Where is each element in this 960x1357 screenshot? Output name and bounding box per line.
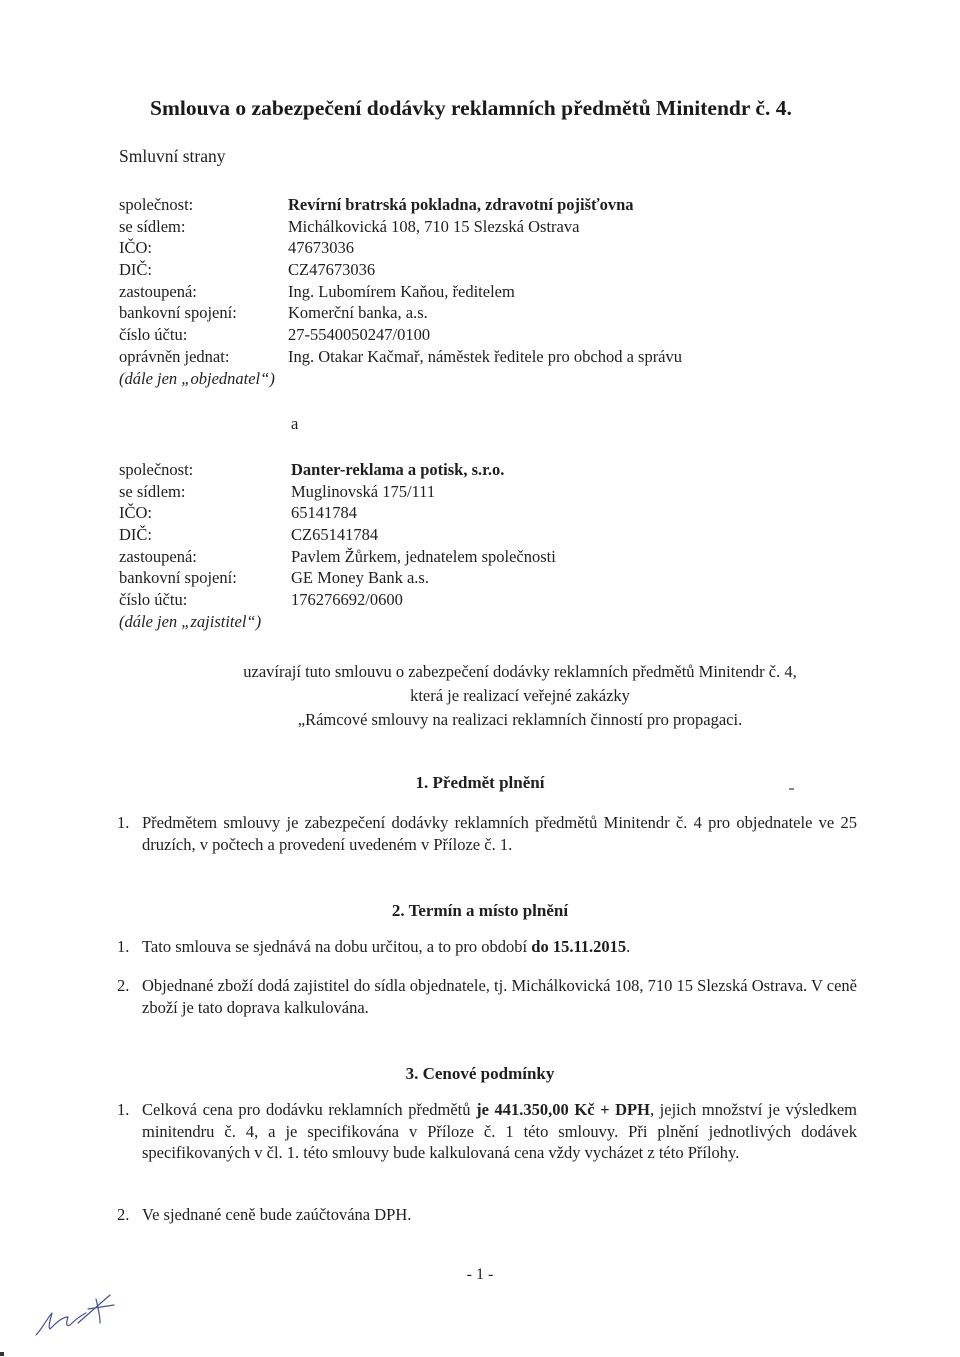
seat-label: se sídlem: — [119, 216, 186, 236]
page-number: - 1 - — [466, 1266, 494, 1283]
clause-number: 2. — [117, 976, 130, 995]
dic-value: CZ65141784 — [291, 525, 379, 545]
account-label: číslo účtu: — [119, 325, 188, 345]
bank-value: GE Money Bank a.s. — [291, 568, 429, 588]
party-a-ico-row — [119, 237, 839, 259]
party-b-company-row — [119, 459, 839, 481]
party-a-block — [119, 194, 839, 389]
clause-text-start: Celková cena pro dodávku reklamních předmětů — [142, 1100, 477, 1119]
clause-text — [142, 1099, 857, 1164]
authorized-value: Ing. Otakar Kačmař, náměstek ředitele pro obchod a správu — [288, 346, 683, 366]
account-value: 176276692/0600 — [291, 590, 403, 610]
party-a-representative-row — [119, 281, 839, 303]
clause-text: Předmětem smlouvy je zabezpečení dodávky reklamních předmětů Minitendr č. 4 pro objednatele ve 25 druzích, v počtech a provedení uvedeném v Příloze č. 1. — [142, 813, 857, 854]
ico-label: IČO: — [119, 238, 152, 258]
section-1-heading: 1. Předmět plnění — [415, 773, 545, 792]
representative-label: zastoupená: — [119, 546, 197, 566]
ico-value: 65141784 — [291, 503, 357, 523]
clause-text-end: . — [626, 937, 631, 956]
bank-label: bankovní spojení: — [119, 303, 237, 323]
clause-text — [142, 936, 857, 958]
clause-deadline: do 15.11.2015 — [531, 937, 627, 956]
scan-edge-mark — [0, 1352, 4, 1356]
ico-value: 47673036 — [288, 238, 354, 258]
clause-text-end: , jejich množství je výsledkem minitendru č. 4, a je specifikována v Příloze č. 1 této smlouvy. Při plnění jednotlivých dodávek specifikovaných v čl. 1. této smlouvy bude kalkulovaná cena vždy vycházet z této Přílohy. — [142, 1100, 857, 1162]
dic-label: DIČ: — [119, 525, 152, 545]
bank-value: Komerční banka, a.s. — [288, 303, 428, 323]
section-1-clause-1 — [117, 812, 857, 855]
clause-number: 2. — [117, 1205, 130, 1224]
company-label: společnost: — [119, 460, 194, 479]
handwritten-initials-signature — [26, 1283, 122, 1347]
representative-value: Ing. Lubomírem Kaňou, ředitelem — [288, 281, 515, 301]
section-3-heading: 3. Cenové podmínky — [405, 1064, 555, 1083]
seat-value: Muglinovská 175/111 — [291, 481, 436, 501]
section-3-clause-1 — [117, 1099, 857, 1164]
conclusion-block — [190, 660, 850, 732]
company-value: Danter-reklama a potisk, s.r.o. — [291, 460, 505, 479]
conjunction: a — [291, 414, 299, 433]
party-b-representative-row — [119, 546, 839, 568]
conclusion-line-1: uzavírají tuto smlouvu o zabezpečení dodávky reklamních předmětů Minitendr č. 4, — [243, 662, 797, 681]
section-2-heading: 2. Termín a místo plnění — [391, 901, 569, 920]
clause-number: 1. — [117, 813, 130, 832]
account-value: 27-5540050247/0100 — [288, 325, 431, 345]
section-2-clause-1 — [117, 936, 857, 958]
scan-speck — [789, 788, 794, 790]
dic-label: DIČ: — [119, 260, 152, 280]
clause-text: Ve sjednané ceně bude zaúčtována DPH. — [142, 1205, 412, 1224]
party-b-alias: (dále jen „zajistitel“) — [119, 611, 262, 631]
party-a-seat-row — [119, 216, 839, 238]
section-2-clause-2 — [117, 975, 857, 1018]
party-a-authorized-row — [119, 346, 839, 368]
dic-value: CZ47673036 — [288, 260, 376, 280]
representative-value: Pavlem Žůrkem, jednatelem společnosti — [291, 546, 556, 566]
party-a-dic-row — [119, 259, 839, 281]
section-3-clause-2 — [117, 1204, 857, 1226]
ico-label: IČO: — [119, 503, 152, 523]
account-label: číslo účtu: — [119, 590, 188, 610]
party-b-block — [119, 459, 839, 633]
party-b-bank-row — [119, 567, 839, 589]
conclusion-line-2: která je realizací veřejné zakázky — [410, 686, 630, 705]
party-b-account-row — [119, 589, 839, 611]
bank-label: bankovní spojení: — [119, 568, 237, 588]
clause-price: je 441.350,00 Kč + DPH — [476, 1100, 650, 1119]
party-a-alias: (dále jen „objednatel“) — [119, 368, 275, 388]
clause-text: Objednané zboží dodá zajistitel do sídla objednatele, tj. Michálkovická 108, 710 15 Slezská Ostrava. V ceně zboží je tato doprava kalkulována. — [142, 976, 857, 1017]
document-title: Smlouva o zabezpečení dodávky reklamních předmětů Minitendr č. 4. — [150, 96, 792, 120]
company-label: společnost: — [119, 195, 194, 214]
clause-text-start: Tato smlouva se sjednává na dobu určitou, a to pro období — [142, 937, 532, 956]
seat-value: Michálkovická 108, 710 15 Slezská Ostrava — [288, 216, 580, 236]
party-a-account-row — [119, 324, 839, 346]
seat-label: se sídlem: — [119, 481, 186, 501]
party-a-bank-row — [119, 302, 839, 324]
party-b-ico-row — [119, 502, 839, 524]
contracting-parties-heading: Smluvní strany — [119, 146, 226, 166]
party-b-dic-row — [119, 524, 839, 546]
party-b-seat-row — [119, 481, 839, 503]
conclusion-line-3: „Rámcové smlouvy na realizaci reklamních činností pro propagaci. — [297, 710, 743, 729]
clause-number: 1. — [117, 937, 130, 956]
party-a-company-row — [119, 194, 839, 216]
representative-label: zastoupená: — [119, 281, 197, 301]
company-value: Revírní bratrská pokladna, zdravotní pojišťovna — [288, 195, 634, 214]
clause-number: 1. — [117, 1100, 130, 1119]
authorized-label: oprávněn jednat: — [119, 346, 230, 366]
